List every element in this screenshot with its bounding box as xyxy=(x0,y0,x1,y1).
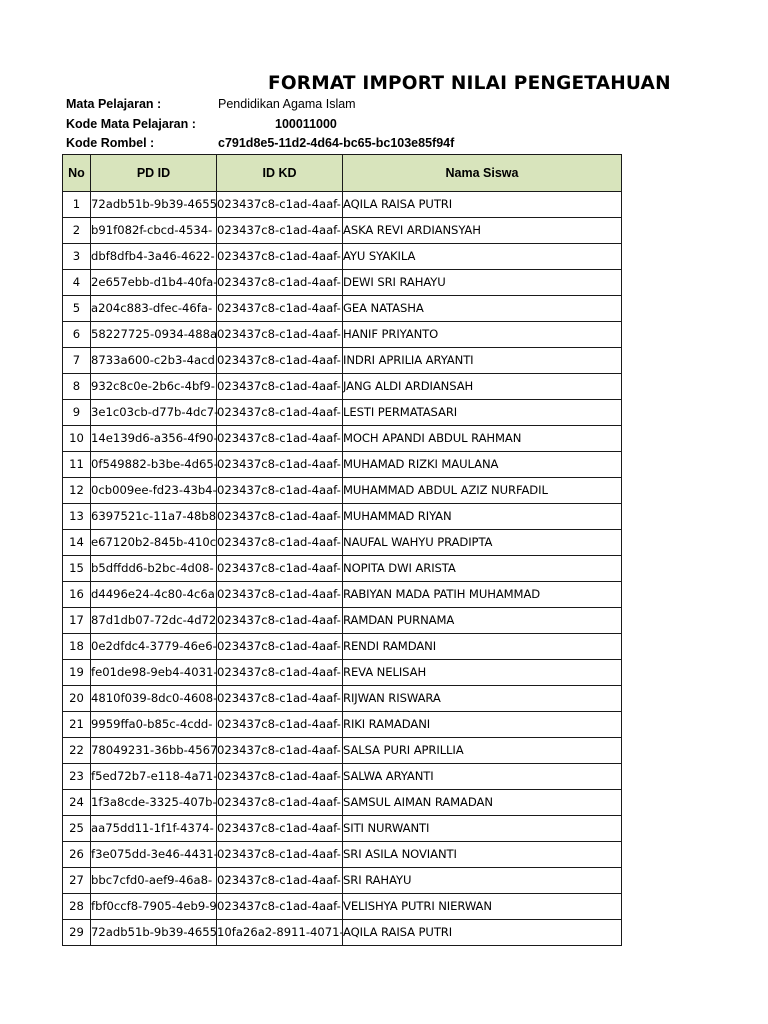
table-row xyxy=(63,634,622,660)
table-row xyxy=(63,322,622,348)
table-row xyxy=(63,738,622,764)
cell-pd-id[interactable]: 4810f039-8dc0-4608- xyxy=(91,686,217,712)
header-pd-id[interactable]: PD ID xyxy=(91,155,217,192)
table-row xyxy=(63,374,622,400)
cell-id-kd[interactable]: 023437c8-c1ad-4aaf- xyxy=(217,192,343,218)
cell-nama-siswa[interactable]: AYU SYAKILA xyxy=(343,244,622,270)
cell-pd-id[interactable]: 78049231-36bb-4567 xyxy=(91,738,217,764)
cell-nama-siswa[interactable]: RABIYAN MADA PATIH MUHAMMAD xyxy=(343,582,622,608)
cell-id-kd[interactable]: 023437c8-c1ad-4aaf- xyxy=(217,426,343,452)
cell-id-kd[interactable]: 023437c8-c1ad-4aaf- xyxy=(217,478,343,504)
table-header-row xyxy=(63,155,622,192)
header-no[interactable]: No xyxy=(63,155,91,192)
cell-nama-siswa[interactable]: MUHAMMAD ABDUL AZIZ NURFADIL xyxy=(343,478,622,504)
cell-pd-id[interactable]: f3e075dd-3e46-4431- xyxy=(91,842,217,868)
cell-id-kd[interactable]: 023437c8-c1ad-4aaf- xyxy=(217,816,343,842)
kode-rombel-value: c791d8e5-11d2-4d64-bc65-bc103e85f94f xyxy=(218,136,455,150)
table-row xyxy=(63,192,622,218)
cell-pd-id[interactable]: 0f549882-b3be-4d65- xyxy=(91,452,217,478)
cell-nama-siswa[interactable]: AQILA RAISA PUTRI xyxy=(343,192,622,218)
cell-pd-id[interactable]: fe01de98-9eb4-4031- xyxy=(91,660,217,686)
table-row xyxy=(63,816,622,842)
cell-pd-id[interactable]: 932c8c0e-2b6c-4bf9- xyxy=(91,374,217,400)
cell-nama-siswa[interactable]: ASKA REVI ARDIANSYAH xyxy=(343,218,622,244)
cell-no[interactable]: 17 xyxy=(63,608,91,634)
cell-no[interactable]: 10 xyxy=(63,426,91,452)
table-row xyxy=(63,244,622,270)
cell-no[interactable]: 26 xyxy=(63,842,91,868)
table-row xyxy=(63,556,622,582)
cell-pd-id[interactable]: e67120b2-845b-410c xyxy=(91,530,217,556)
cell-no[interactable]: 22 xyxy=(63,738,91,764)
kode-mapel-label: Kode Mata Pelajaran : xyxy=(66,117,196,131)
cell-id-kd[interactable]: 023437c8-c1ad-4aaf- xyxy=(217,738,343,764)
cell-no[interactable]: 9 xyxy=(63,400,91,426)
table-row xyxy=(63,400,622,426)
cell-no[interactable]: 8 xyxy=(63,374,91,400)
cell-no[interactable]: 23 xyxy=(63,764,91,790)
cell-no[interactable]: 19 xyxy=(63,660,91,686)
cell-no[interactable]: 1 xyxy=(63,192,91,218)
cell-id-kd[interactable]: 023437c8-c1ad-4aaf- xyxy=(217,322,343,348)
table-body xyxy=(63,192,622,946)
cell-nama-siswa[interactable]: HANIF PRIYANTO xyxy=(343,322,622,348)
cell-pd-id[interactable]: b91f082f-cbcd-4534- xyxy=(91,218,217,244)
table-row xyxy=(63,504,622,530)
cell-id-kd[interactable]: 023437c8-c1ad-4aaf- xyxy=(217,374,343,400)
table-row xyxy=(63,582,622,608)
cell-no[interactable]: 25 xyxy=(63,816,91,842)
cell-pd-id[interactable]: aa75dd11-1f1f-4374- xyxy=(91,816,217,842)
cell-id-kd[interactable]: 023437c8-c1ad-4aaf- xyxy=(217,842,343,868)
cell-id-kd[interactable]: 023437c8-c1ad-4aaf- xyxy=(217,452,343,478)
cell-id-kd[interactable]: 023437c8-c1ad-4aaf- xyxy=(217,712,343,738)
cell-id-kd[interactable]: 023437c8-c1ad-4aaf- xyxy=(217,660,343,686)
cell-pd-id[interactable]: 72adb51b-9b39-4655 xyxy=(91,192,217,218)
cell-id-kd[interactable]: 10fa26a2-8911-4071- xyxy=(217,920,343,946)
table-row xyxy=(63,296,622,322)
page-title: FORMAT IMPORT NILAI PENGETAHUAN xyxy=(268,73,671,94)
table-row xyxy=(63,764,622,790)
cell-id-kd[interactable]: 023437c8-c1ad-4aaf- xyxy=(217,270,343,296)
mapel-value: Pendidikan Agama Islam xyxy=(218,97,356,111)
cell-id-kd[interactable]: 023437c8-c1ad-4aaf- xyxy=(217,218,343,244)
cell-no[interactable]: 24 xyxy=(63,790,91,816)
cell-id-kd[interactable]: 023437c8-c1ad-4aaf- xyxy=(217,348,343,374)
table-row xyxy=(63,920,622,946)
table-row xyxy=(63,348,622,374)
cell-pd-id[interactable]: fbf0ccf8-7905-4eb9-9 xyxy=(91,894,217,920)
cell-id-kd[interactable]: 023437c8-c1ad-4aaf- xyxy=(217,504,343,530)
table-row xyxy=(63,790,622,816)
cell-pd-id[interactable]: 1f3a8cde-3325-407b- xyxy=(91,790,217,816)
cell-nama-siswa[interactable]: INDRI APRILIA ARYANTI xyxy=(343,348,622,374)
cell-pd-id[interactable]: 87d1db07-72dc-4d72 xyxy=(91,608,217,634)
cell-id-kd[interactable]: 023437c8-c1ad-4aaf- xyxy=(217,608,343,634)
cell-id-kd[interactable]: 023437c8-c1ad-4aaf- xyxy=(217,764,343,790)
cell-id-kd[interactable]: 023437c8-c1ad-4aaf- xyxy=(217,556,343,582)
cell-pd-id[interactable]: d4496e24-4c80-4c6a xyxy=(91,582,217,608)
cell-no[interactable]: 13 xyxy=(63,504,91,530)
cell-pd-id[interactable]: f5ed72b7-e118-4a71- xyxy=(91,764,217,790)
table-row xyxy=(63,712,622,738)
cell-no[interactable]: 6 xyxy=(63,322,91,348)
cell-nama-siswa[interactable]: JANG ALDI ARDIANSAH xyxy=(343,374,622,400)
cell-id-kd[interactable]: 023437c8-c1ad-4aaf- xyxy=(217,894,343,920)
cell-no[interactable]: 7 xyxy=(63,348,91,374)
cell-nama-siswa[interactable]: RAMDAN PURNAMA xyxy=(343,608,622,634)
cell-pd-id[interactable]: 14e139d6-a356-4f90- xyxy=(91,426,217,452)
mapel-label: Mata Pelajaran : xyxy=(66,97,162,111)
cell-no[interactable]: 12 xyxy=(63,478,91,504)
cell-no[interactable]: 14 xyxy=(63,530,91,556)
cell-no[interactable]: 18 xyxy=(63,634,91,660)
cell-id-kd[interactable]: 023437c8-c1ad-4aaf- xyxy=(217,686,343,712)
cell-nama-siswa[interactable]: GEA NATASHA xyxy=(343,296,622,322)
cell-nama-siswa[interactable]: SRI RAHAYU xyxy=(343,868,622,894)
cell-pd-id[interactable]: 58227725-0934-488a xyxy=(91,322,217,348)
table-row xyxy=(63,686,622,712)
cell-pd-id[interactable]: bbc7cfd0-aef9-46a8- xyxy=(91,868,217,894)
cell-id-kd[interactable]: 023437c8-c1ad-4aaf- xyxy=(217,400,343,426)
cell-no[interactable]: 3 xyxy=(63,244,91,270)
cell-nama-siswa[interactable]: NAUFAL WAHYU PRADIPTA xyxy=(343,530,622,556)
cell-nama-siswa[interactable]: MUHAMAD RIZKI MAULANA xyxy=(343,452,622,478)
cell-nama-siswa[interactable]: SALSA PURI APRILLIA xyxy=(343,738,622,764)
table-row xyxy=(63,426,622,452)
cell-nama-siswa[interactable]: LESTI PERMATASARI xyxy=(343,400,622,426)
cell-pd-id[interactable]: 0cb009ee-fd23-43b4- xyxy=(91,478,217,504)
kode-rombel-label: Kode Rombel : xyxy=(66,136,155,150)
cell-nama-siswa[interactable]: RIKI RAMADANI xyxy=(343,712,622,738)
table-row xyxy=(63,842,622,868)
cell-nama-siswa[interactable]: RIJWAN RISWARA xyxy=(343,686,622,712)
table-row xyxy=(63,270,622,296)
cell-no[interactable]: 28 xyxy=(63,894,91,920)
table-row xyxy=(63,452,622,478)
header-id-kd[interactable]: ID KD xyxy=(217,155,343,192)
table-row xyxy=(63,478,622,504)
cell-nama-siswa[interactable]: SALWA ARYANTI xyxy=(343,764,622,790)
cell-no[interactable]: 11 xyxy=(63,452,91,478)
cell-no[interactable]: 21 xyxy=(63,712,91,738)
table-row xyxy=(63,530,622,556)
cell-nama-siswa[interactable]: MOCH APANDI ABDUL RAHMAN xyxy=(343,426,622,452)
cell-no[interactable]: 2 xyxy=(63,218,91,244)
table-row xyxy=(63,660,622,686)
header-nama-siswa[interactable]: Nama Siswa xyxy=(343,155,622,192)
cell-no[interactable]: 20 xyxy=(63,686,91,712)
cell-no[interactable]: 4 xyxy=(63,270,91,296)
cell-nama-siswa[interactable]: VELISHYA PUTRI NIERWAN xyxy=(343,894,622,920)
cell-id-kd[interactable]: 023437c8-c1ad-4aaf- xyxy=(217,634,343,660)
cell-nama-siswa[interactable]: MUHAMMAD RIYAN xyxy=(343,504,622,530)
cell-no[interactable]: 16 xyxy=(63,582,91,608)
cell-pd-id[interactable]: 8733a600-c2b3-4acd xyxy=(91,348,217,374)
cell-no[interactable]: 15 xyxy=(63,556,91,582)
cell-nama-siswa[interactable]: REVA NELISAH xyxy=(343,660,622,686)
cell-nama-siswa[interactable]: DEWI SRI RAHAYU xyxy=(343,270,622,296)
cell-pd-id[interactable]: 72adb51b-9b39-4655 xyxy=(91,920,217,946)
cell-id-kd[interactable]: 023437c8-c1ad-4aaf- xyxy=(217,530,343,556)
cell-pd-id[interactable]: b5dffdd6-b2bc-4d08- xyxy=(91,556,217,582)
cell-pd-id[interactable]: 0e2dfdc4-3779-46e6- xyxy=(91,634,217,660)
cell-pd-id[interactable]: dbf8dfb4-3a46-4622- xyxy=(91,244,217,270)
cell-id-kd[interactable]: 023437c8-c1ad-4aaf- xyxy=(217,296,343,322)
cell-nama-siswa[interactable]: SITI NURWANTI xyxy=(343,816,622,842)
table-row xyxy=(63,894,622,920)
kode-mapel-value: 100011000 xyxy=(275,117,337,131)
cell-id-kd[interactable]: 023437c8-c1ad-4aaf- xyxy=(217,868,343,894)
cell-nama-siswa[interactable]: RENDI RAMDANI xyxy=(343,634,622,660)
cell-pd-id[interactable]: 2e657ebb-d1b4-40fa- xyxy=(91,270,217,296)
table-row xyxy=(63,218,622,244)
student-grade-table xyxy=(62,154,622,946)
cell-nama-siswa[interactable]: NOPITA DWI ARISTA xyxy=(343,556,622,582)
cell-id-kd[interactable]: 023437c8-c1ad-4aaf- xyxy=(217,244,343,270)
cell-pd-id[interactable]: a204c883-dfec-46fa- xyxy=(91,296,217,322)
cell-id-kd[interactable]: 023437c8-c1ad-4aaf- xyxy=(217,790,343,816)
table-row xyxy=(63,868,622,894)
cell-no[interactable]: 29 xyxy=(63,920,91,946)
cell-pd-id[interactable]: 6397521c-11a7-48b8 xyxy=(91,504,217,530)
table-row xyxy=(63,608,622,634)
cell-id-kd[interactable]: 023437c8-c1ad-4aaf- xyxy=(217,582,343,608)
cell-pd-id[interactable]: 3e1c03cb-d77b-4dc7- xyxy=(91,400,217,426)
cell-pd-id[interactable]: 9959ffa0-b85c-4cdd- xyxy=(91,712,217,738)
cell-no[interactable]: 5 xyxy=(63,296,91,322)
cell-no[interactable]: 27 xyxy=(63,868,91,894)
cell-nama-siswa[interactable]: AQILA RAISA PUTRI xyxy=(343,920,622,946)
cell-nama-siswa[interactable]: SRI ASILA NOVIANTI xyxy=(343,842,622,868)
cell-nama-siswa[interactable]: SAMSUL AIMAN RAMADAN xyxy=(343,790,622,816)
